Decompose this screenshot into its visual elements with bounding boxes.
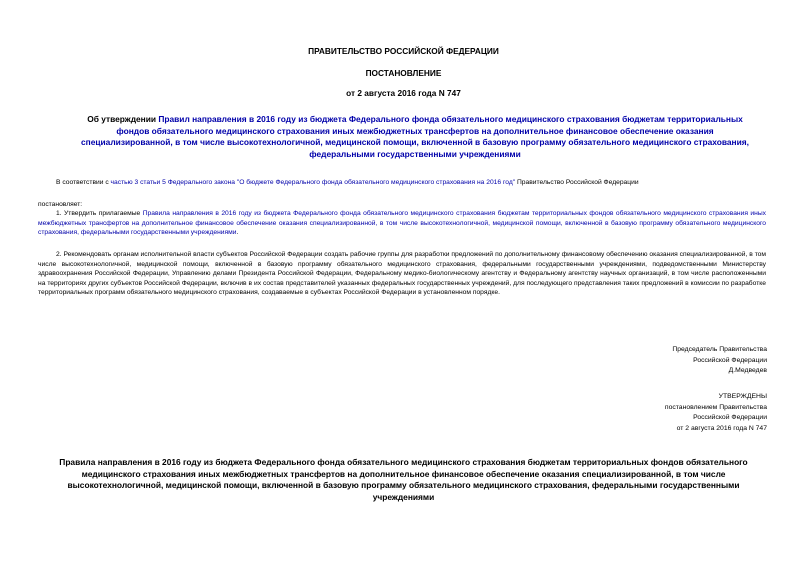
federal-law-link[interactable]: частью 3 статьи 5 Федерального закона "О бюджете Федерального фонда обязательного медицинского страхования на 2016 год" <box>110 179 516 186</box>
approved-block <box>567 392 767 434</box>
approved-country: Российской Федерации <box>693 414 767 422</box>
approved-by: постановлением Правительства <box>664 403 767 411</box>
item-1-text-after: . <box>236 229 239 237</box>
signature-country: Российской Федерации <box>693 356 767 364</box>
item-1-rules-link[interactable]: Правила направления в 2016 году из бюджета Федерального фонда обязательного медицинского страхования бюджетам территориальных фондов обязательного медицинского страхования иных межбюджетных трансфертов на дополнительное финансовое обеспечение оказания специализированной, в том числе высокотехнологичной, медицинской помощи, включенной в базовую программу обязательного медицинского страхования, федеральными государственными учреждениями <box>38 210 767 237</box>
subject-prefix: Об утверждении <box>87 114 159 124</box>
decrees-text: постановляет: <box>38 201 83 208</box>
document-subject <box>70 114 760 160</box>
doc-date-number: от 2 августа 2016 года N 747 <box>346 88 461 98</box>
subject-rules-link[interactable]: Правил направления в 2016 году из бюджета Федерального фонда обязательного медицинского страхования бюджетам территориальных фондов обязательного медицинского страхования иных межбюджетных трансфертов на дополнительное финансовое обеспечение оказания специализированной, в том числе высокотехнологичной, медицинской помощи, включенной в базовую программу обязательного медицинского страхования, федеральными государственными учреждениями <box>81 114 749 159</box>
doc-type-heading: ПОСТАНОВЛЕНИЕ <box>365 68 442 78</box>
approved-label: УТВЕРЖДЕНЫ <box>718 393 767 400</box>
signature-position: Председатель Правительства <box>672 346 767 353</box>
item-2-paragraph: 2. Рекомендовать органам исполнительной власти субъектов Российской Федерации создать рабочие группы для разработки предложений по дополнительному финансовому обеспечению оказания специализированной, в том числе высокотехнологичной, медицинской помощи, включенной в базовую программу обязательного медицинского страхования, федеральными государственными учреждениями, подведомственными Министерству здравоохранения Российской Федерации, Управлению делами Президента Российской Федерации, Федеральному медико-биологическому агентству и Федеральному агентству научных организаций, в том числе расположенными на территориях других субъектов Российской Федерации, включив в их состав представителей указанных федеральных государственных учреждений, для последующего представления таких предложений в комиссии по разработке территориальных программ обязательного медицинского страхования, создаваемые в субъектах Российской Федерации в установленном порядке. <box>38 251 766 297</box>
item-1-text-before: 1. Утвердить прилагаемые <box>56 210 143 217</box>
preamble-text-before: В соответствии с <box>56 179 111 186</box>
government-heading: ПРАВИТЕЛЬСТВО РОССИЙСКОЙ ФЕДЕРАЦИИ <box>308 46 499 56</box>
signature-name: Д.Медведев <box>728 367 767 375</box>
preamble-text-after: Правительство Российской Федерации <box>515 179 639 186</box>
signature-block <box>567 345 767 377</box>
item-1-paragraph <box>38 209 766 238</box>
rules-title: Правила направления в 2016 году из бюджета Федерального фонда обязательного медицинского страхования бюджетам территориальных фондов обязательного медицинского страхования иных межбюджетных трансфертов на дополнительное финансовое обеспечение оказания специализированной, в том числе высокотехнологичной, медицинской помощи, включенной в базовую программу обязательного медицинского страхования, федеральными государственными учреждениями <box>59 457 748 502</box>
approved-date-number: от 2 августа 2016 года N 747 <box>676 424 767 432</box>
preamble-paragraph <box>38 178 766 188</box>
